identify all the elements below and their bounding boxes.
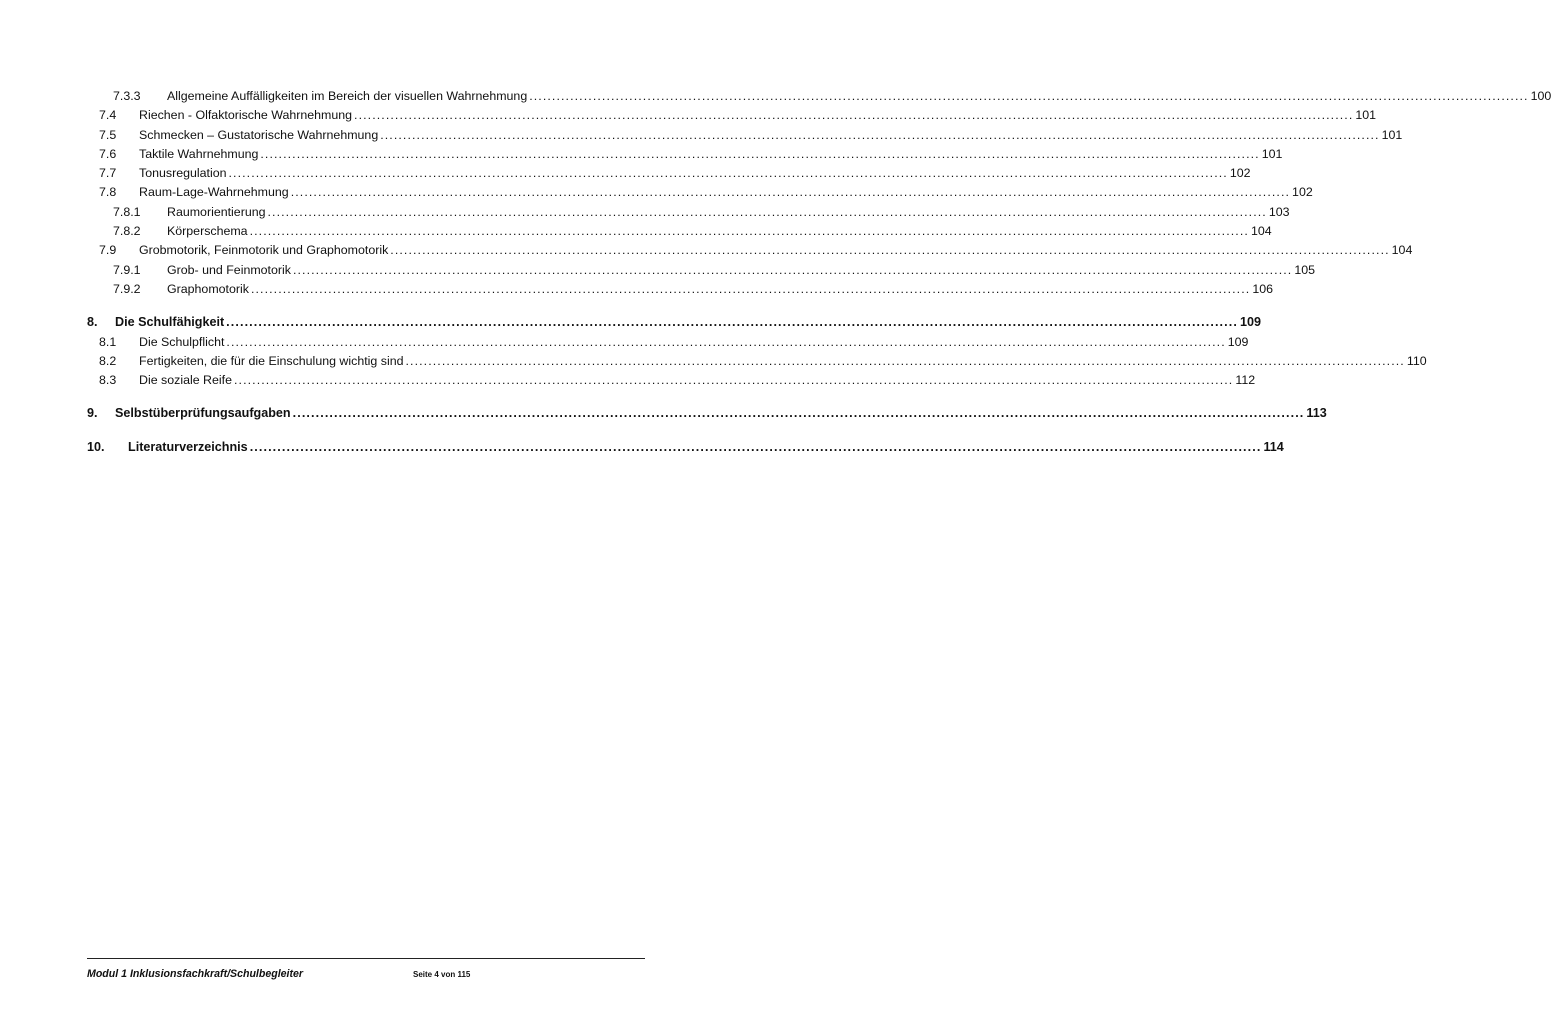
toc-spacer: [87, 424, 638, 438]
toc-entry[interactable]: [87, 183, 1313, 202]
toc-entry-title: Selbstüberprüfungsaufgaben: [115, 406, 291, 421]
toc-entry[interactable]: [87, 241, 1413, 260]
toc-entry-page: 100: [1530, 89, 1551, 103]
toc-entry-number: 7.8.1: [113, 204, 141, 219]
toc-entry-number: 8.1: [99, 334, 117, 349]
toc-entry[interactable]: [87, 280, 1273, 299]
toc-dot-leader: ............................................................................................................................................................................................................................: [250, 281, 1251, 296]
toc-entry-number: 8.3: [99, 373, 117, 388]
toc-entry[interactable]: [87, 352, 1427, 371]
toc-dot-leader: ............................................................................................................................................................................................................................: [260, 146, 1260, 161]
toc-entry[interactable]: [87, 261, 1316, 280]
toc-dot-leader: ............................................................................................................................................................................................................................: [390, 243, 1390, 258]
toc-dot-leader: ............................................................................................................................................................................................................................: [292, 406, 1305, 421]
toc-entry-number: 8.2: [99, 353, 117, 368]
toc-dot-leader: ............................................................................................................................................................................................................................: [226, 334, 1226, 349]
toc-dot-leader: ............................................................................................................................................................................................................................: [380, 127, 1380, 142]
footer-divider: [87, 958, 645, 959]
toc-entry-page: 113: [1306, 406, 1327, 421]
toc-entry-title: Die Schulfähigkeit: [115, 315, 225, 330]
toc-dot-leader: ............................................................................................................................................................................................................................: [249, 224, 1249, 239]
toc-entry-title: Riechen - Olfaktorische Wahrnehmung: [139, 108, 353, 123]
toc-entry-number: 7.8.2: [113, 224, 141, 239]
toc-entry-page: 101: [1261, 146, 1283, 161]
toc-entry-title: Schmecken – Gustatorische Wahrnehmung: [139, 127, 379, 142]
toc-entry[interactable]: [87, 438, 1284, 457]
toc-entry-number: 9.: [87, 406, 98, 421]
toc-entry-title: Graphomotorik: [167, 281, 249, 296]
toc-entry-number: 7.6: [99, 146, 117, 161]
toc-entry[interactable]: [87, 404, 1327, 423]
toc-entry[interactable]: [87, 126, 1403, 145]
toc-entry-page: 109: [1227, 334, 1249, 349]
toc-entry-page: 104: [1391, 243, 1413, 258]
toc-entry-number: 7.7: [99, 166, 117, 181]
toc-entry[interactable]: [87, 203, 1290, 222]
toc-entry-number: 7.3.3: [113, 89, 141, 103]
toc-entry-page: 114: [1263, 439, 1284, 454]
toc-entry-page: 103: [1268, 204, 1290, 219]
toc-entry-number: 8.: [87, 315, 98, 330]
footer-module-title: Modul 1 Inklusionsfachkraft/Schulbegleiter: [87, 968, 304, 980]
toc-entry[interactable]: [87, 87, 1551, 106]
toc-dot-leader: ............................................................................................................................................................................................................................: [290, 185, 1291, 200]
toc-entry-number: 7.9: [99, 243, 117, 258]
toc-dot-leader: ............................................................................................................................................................................................................................: [529, 89, 1529, 103]
toc-entry[interactable]: [87, 145, 1283, 164]
footer-page-number: Seite 4 von 115: [413, 970, 471, 979]
toc-entry[interactable]: [87, 222, 1272, 241]
toc-entry-title: Raumorientierung: [167, 204, 266, 219]
toc-entry-page: 112: [1235, 373, 1256, 388]
toc-entry[interactable]: [87, 106, 1377, 125]
toc-entry-title: Tonusregulation: [139, 166, 227, 181]
toc-dot-leader: ............................................................................................................................................................................................................................: [226, 315, 1238, 330]
toc-entry-number: 7.9.2: [113, 281, 141, 296]
toc-entry-title: Allgemeine Auffälligkeiten im Bereich der visuellen Wahrnehmung: [167, 89, 528, 103]
toc-dot-leader: ............................................................................................................................................................................................................................: [405, 353, 1405, 368]
toc-spacer: [87, 299, 638, 313]
toc-entry-number: 7.9.1: [113, 262, 141, 277]
toc-entry-number: 10.: [87, 439, 105, 454]
toc-entry-title: Literaturverzeichnis: [128, 439, 248, 454]
toc-entry-title: Raum-Lage-Wahrnehmung: [139, 185, 289, 200]
toc-dot-leader: ............................................................................................................................................................................................................................: [292, 262, 1293, 277]
toc-entry-page: 110: [1406, 353, 1427, 368]
toc-entry-title: Körperschema: [167, 224, 248, 239]
toc-entry-number: 7.8: [99, 185, 117, 200]
toc-entry-title: Fertigkeiten, die für die Einschulung wichtig sind: [139, 353, 404, 368]
toc-entry-title: Grob- und Feinmotorik: [167, 262, 291, 277]
toc-entry-title: Die soziale Reife: [139, 373, 232, 388]
toc-dot-leader: ............................................................................................................................................................................................................................: [228, 166, 1228, 181]
toc-entry[interactable]: [87, 371, 1256, 390]
toc-entry-page: 109: [1239, 315, 1261, 330]
toc-spacer: [87, 390, 638, 404]
toc-entry-number: 7.4: [99, 108, 117, 123]
toc-entry-page: 101: [1381, 127, 1403, 142]
toc-entry-number: 7.5: [99, 127, 117, 142]
toc-entry-title: Die Schulpflicht: [139, 334, 225, 349]
toc-entry[interactable]: [87, 313, 1261, 332]
toc-entry-page: 106: [1252, 281, 1273, 296]
toc-dot-leader: ............................................................................................................................................................................................................................: [233, 373, 1234, 388]
toc-entry-page: 105: [1294, 262, 1316, 277]
toc-entry-page: 102: [1292, 185, 1313, 200]
table-of-contents: [87, 87, 1551, 457]
toc-dot-leader: ............................................................................................................................................................................................................................: [267, 204, 1267, 219]
toc-entry-title: Grobmotorik, Feinmotorik und Graphomotorik: [139, 243, 389, 258]
toc-dot-leader: ............................................................................................................................................................................................................................: [354, 108, 1354, 123]
toc-entry[interactable]: [87, 333, 1249, 352]
toc-entry[interactable]: [87, 164, 1251, 183]
toc-entry-page: 104: [1250, 224, 1272, 239]
toc-dot-leader: ............................................................................................................................................................................................................................: [249, 439, 1262, 454]
toc-entry-page: 102: [1229, 166, 1251, 181]
toc-entry-page: 101: [1355, 108, 1377, 123]
toc-entry-title: Taktile Wahrnehmung: [139, 146, 259, 161]
